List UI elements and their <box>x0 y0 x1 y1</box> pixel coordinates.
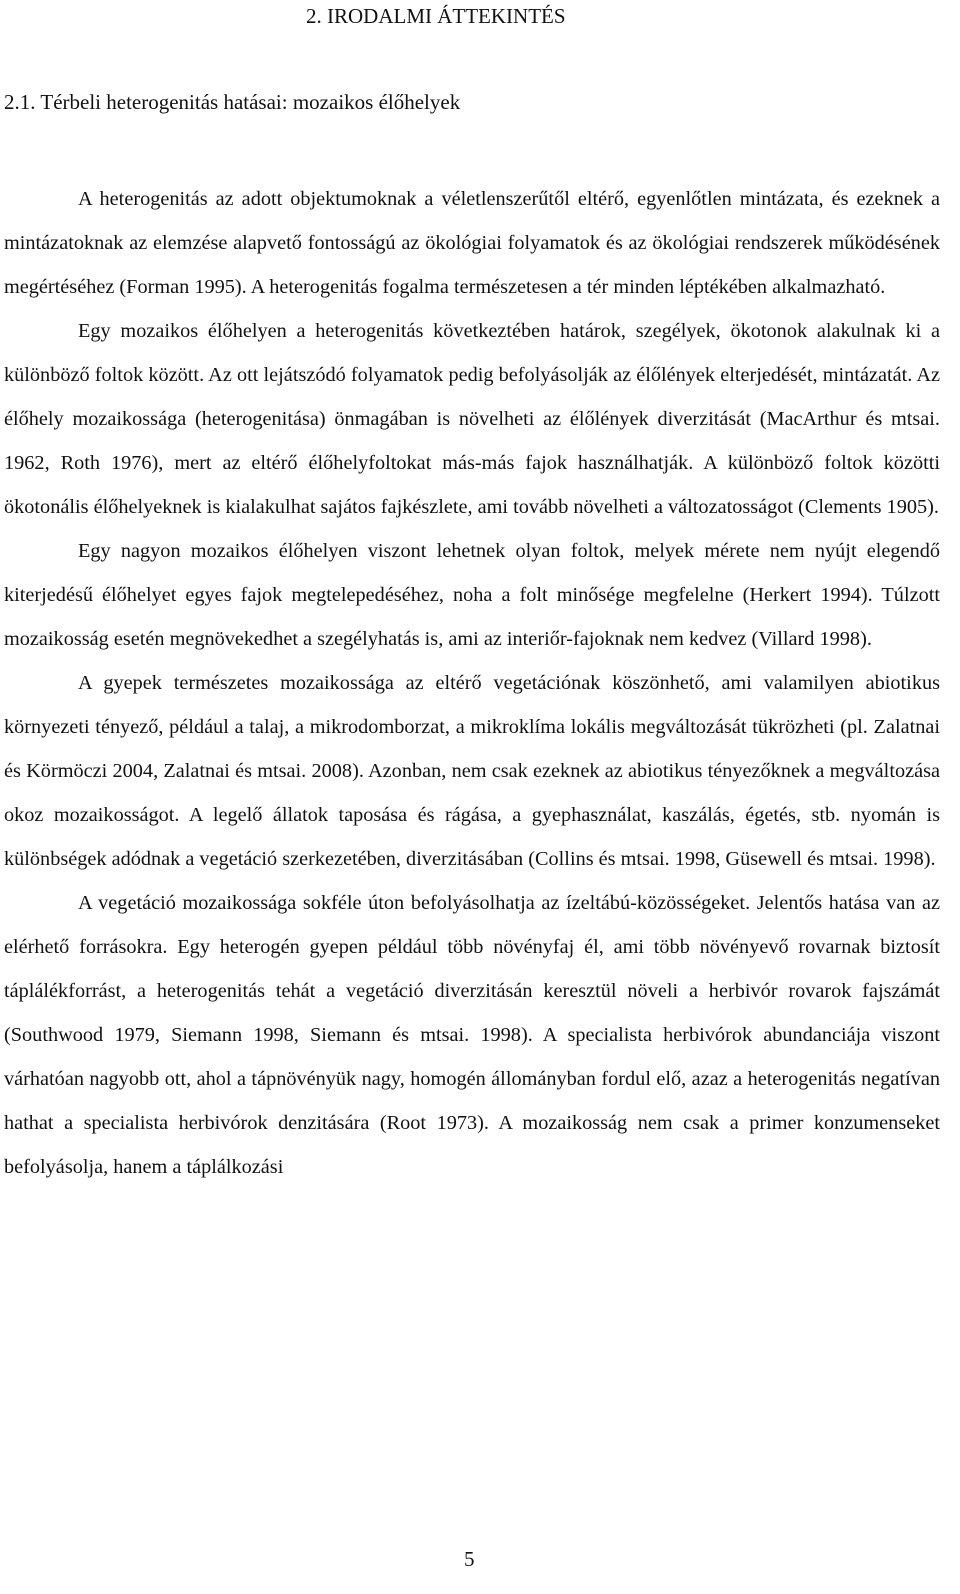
paragraph: A heterogenitás az adott objektumoknak a véletlenszerűtől eltérő, egyenlőtlen mintázata, és ezeknek a mintázatoknak az elemzése alapvető fontosságú az ökológiai folyamatok és az ökológiai rendszerek működésének megértéséhez (Forman 1995). A heterogenitás fogalma természetesen a tér minden léptékében alkalmazható. <box>4 188 940 298</box>
section-title: 2.1. Térbeli heterogenitás hatásai: mozaikos élőhelyek <box>4 90 461 114</box>
body-text <box>4 177 940 1189</box>
chapter-title: 2. IRODALMI ÁTTEKINTÉS <box>306 4 566 28</box>
page-number: 5 <box>464 1547 475 1571</box>
paragraph: A vegetáció mozaikossága sokféle úton befolyásolhatja az ízeltábú-közösségeket. Jelentős hatása van az elérhető forrásokra. Egy heterogén gyepen például több növényfaj él, ami több növényevő rovarnak biztosít táplálékforrást, a heterogenitás tehát a vegetáció diverzitásán keresztül növeli a herbivór rovarok fajszámát (Southwood 1979, Siemann 1998, Siemann és mtsai. 1998). A specialista herbivórok abundanciája viszont várhatóan nagyobb ott, ahol a tápnövényük nagy, homogén állományban fordul elő, azaz a heterogenitás negatívan hathat a specialista herbivórok denzitására (Root 1973). A mozaikosság nem csak a primer konzumenseket befolyásolja, hanem a táplálkozási <box>4 892 940 1178</box>
paragraph: Egy nagyon mozaikos élőhelyen viszont lehetnek olyan foltok, melyek mérete nem nyújt elegendő kiterjedésű élőhelyet egyes fajok megtelepedéséhez, noha a folt minősége megfelelne (Herkert 1994). Túlzott mozaikosság esetén megnövekedhet a szegélyhatás is, ami az interiőr-fajoknak nem kedvez (Villard 1998). <box>4 540 940 650</box>
paragraph: A gyepek természetes mozaikossága az eltérő vegetációnak köszönhető, ami valamilyen abiotikus környezeti tényező, például a talaj, a mikrodomborzat, a mikroklíma lokális megváltozását tükrözheti (pl. Zalatnai és Körmöczi 2004, Zalatnai és mtsai. 2008). Azonban, nem csak ezeknek az abiotikus tényezőknek a megváltozása okoz mozaikosságot. A legelő állatok taposása és rágása, a gyephasználat, kaszálás, égetés, stb. nyomán is különbségek adódnak a vegetáció szerkezetében, diverzitásában (Collins és mtsai. 1998, Güsewell és mtsai. 1998). <box>4 672 940 870</box>
paragraph: Egy mozaikos élőhelyen a heterogenitás következtében határok, szegélyek, ökotonok alakulnak ki a különböző foltok között. Az ott lejátszódó folyamatok pedig befolyásolják az élőlények elterjedését, mintázatát. Az élőhely mozaikossága (heterogenitása) önmagában is növelheti az élőlények diverzitását (MacArthur és mtsai. 1962, Roth 1976), mert az eltérő élőhelyfoltokat más-más fajok használhatják. A különböző foltok közötti ökotonális élőhelyeknek is kialakulhat sajátos fajkészlete, ami tovább növelheti a változatosságot (Clements 1905). <box>4 320 940 518</box>
